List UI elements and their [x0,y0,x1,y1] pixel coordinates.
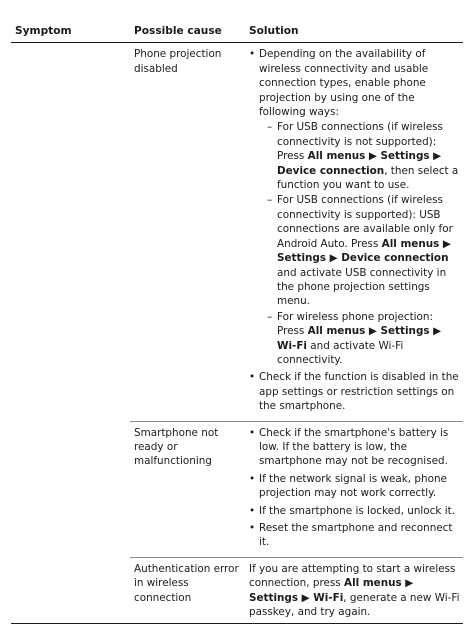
solution-cell [245,421,463,557]
list-item: • If the network signal is weak, phone projection may not work correctly. [249,472,461,501]
header-symptom: Symptom [11,21,130,43]
symptom-cell [11,43,130,421]
cause-cell: Phone projection disabled [130,43,245,421]
table-row [11,557,463,624]
list-item [249,47,461,367]
solution-cell: If you are attempting to start a wireless connection, press All menus ▶ Settings ▶ Wi-Fi, generate a new Wi-Fi passkey, and try again. [245,557,463,624]
header-solution: Solution [245,21,463,43]
menu-path: All menus ▶ Settings ▶ Device connection [277,237,451,265]
troubleshooting-table [11,21,463,624]
solution-intro: Depending on the availability of wireless connectivity and usable connection types, enable phone projection by using one of the following ways: [259,48,429,119]
sub-list-item: – For wireless phone projection: Press All menus ▶ Settings ▶ Wi-Fi and activate Wi-Fi connectivity. [267,310,461,368]
list-item: • If the smartphone is locked, unlock it. [249,504,461,518]
menu-path: All menus ▶ Settings ▶ Wi-Fi [249,577,414,604]
symptom-cell [11,557,130,624]
table-header-row [11,21,463,43]
list-item: • Check if the smartphone's battery is low. If the battery is low, the smartphone may not be recognised. [249,426,461,469]
cause-cell: Authentication error in wireless connection [130,557,245,624]
menu-path: All menus ▶ Settings ▶ Device connection [277,150,442,177]
troubleshooting-table-page [11,21,463,624]
cause-cell: Smartphone not ready or malfunctioning [130,421,245,557]
header-possible-cause: Possible cause [130,21,245,43]
sub-list-item: – For USB connections (if wireless connectivity is supported): USB connections are available only for Android Auto. Press All menus ▶ Settings ▶ Device connection and activate USB connectivity in the phone projection settings menu. [267,193,461,308]
list-item: • Check if the function is disabled in the app settings or restriction settings on the smartphone. [249,370,461,413]
solution-cell [245,43,463,421]
menu-path: All menus ▶ Settings ▶ Wi-Fi [277,325,442,352]
sub-list-item: – For USB connections (if wireless connectivity is not supported): Press All menus ▶ Settings ▶ Device connection, then select a function you want to use. [267,120,461,192]
table-row [11,43,463,421]
table-row [11,421,463,557]
symptom-cell [11,421,130,557]
list-item: • Reset the smartphone and reconnect it. [249,521,461,550]
